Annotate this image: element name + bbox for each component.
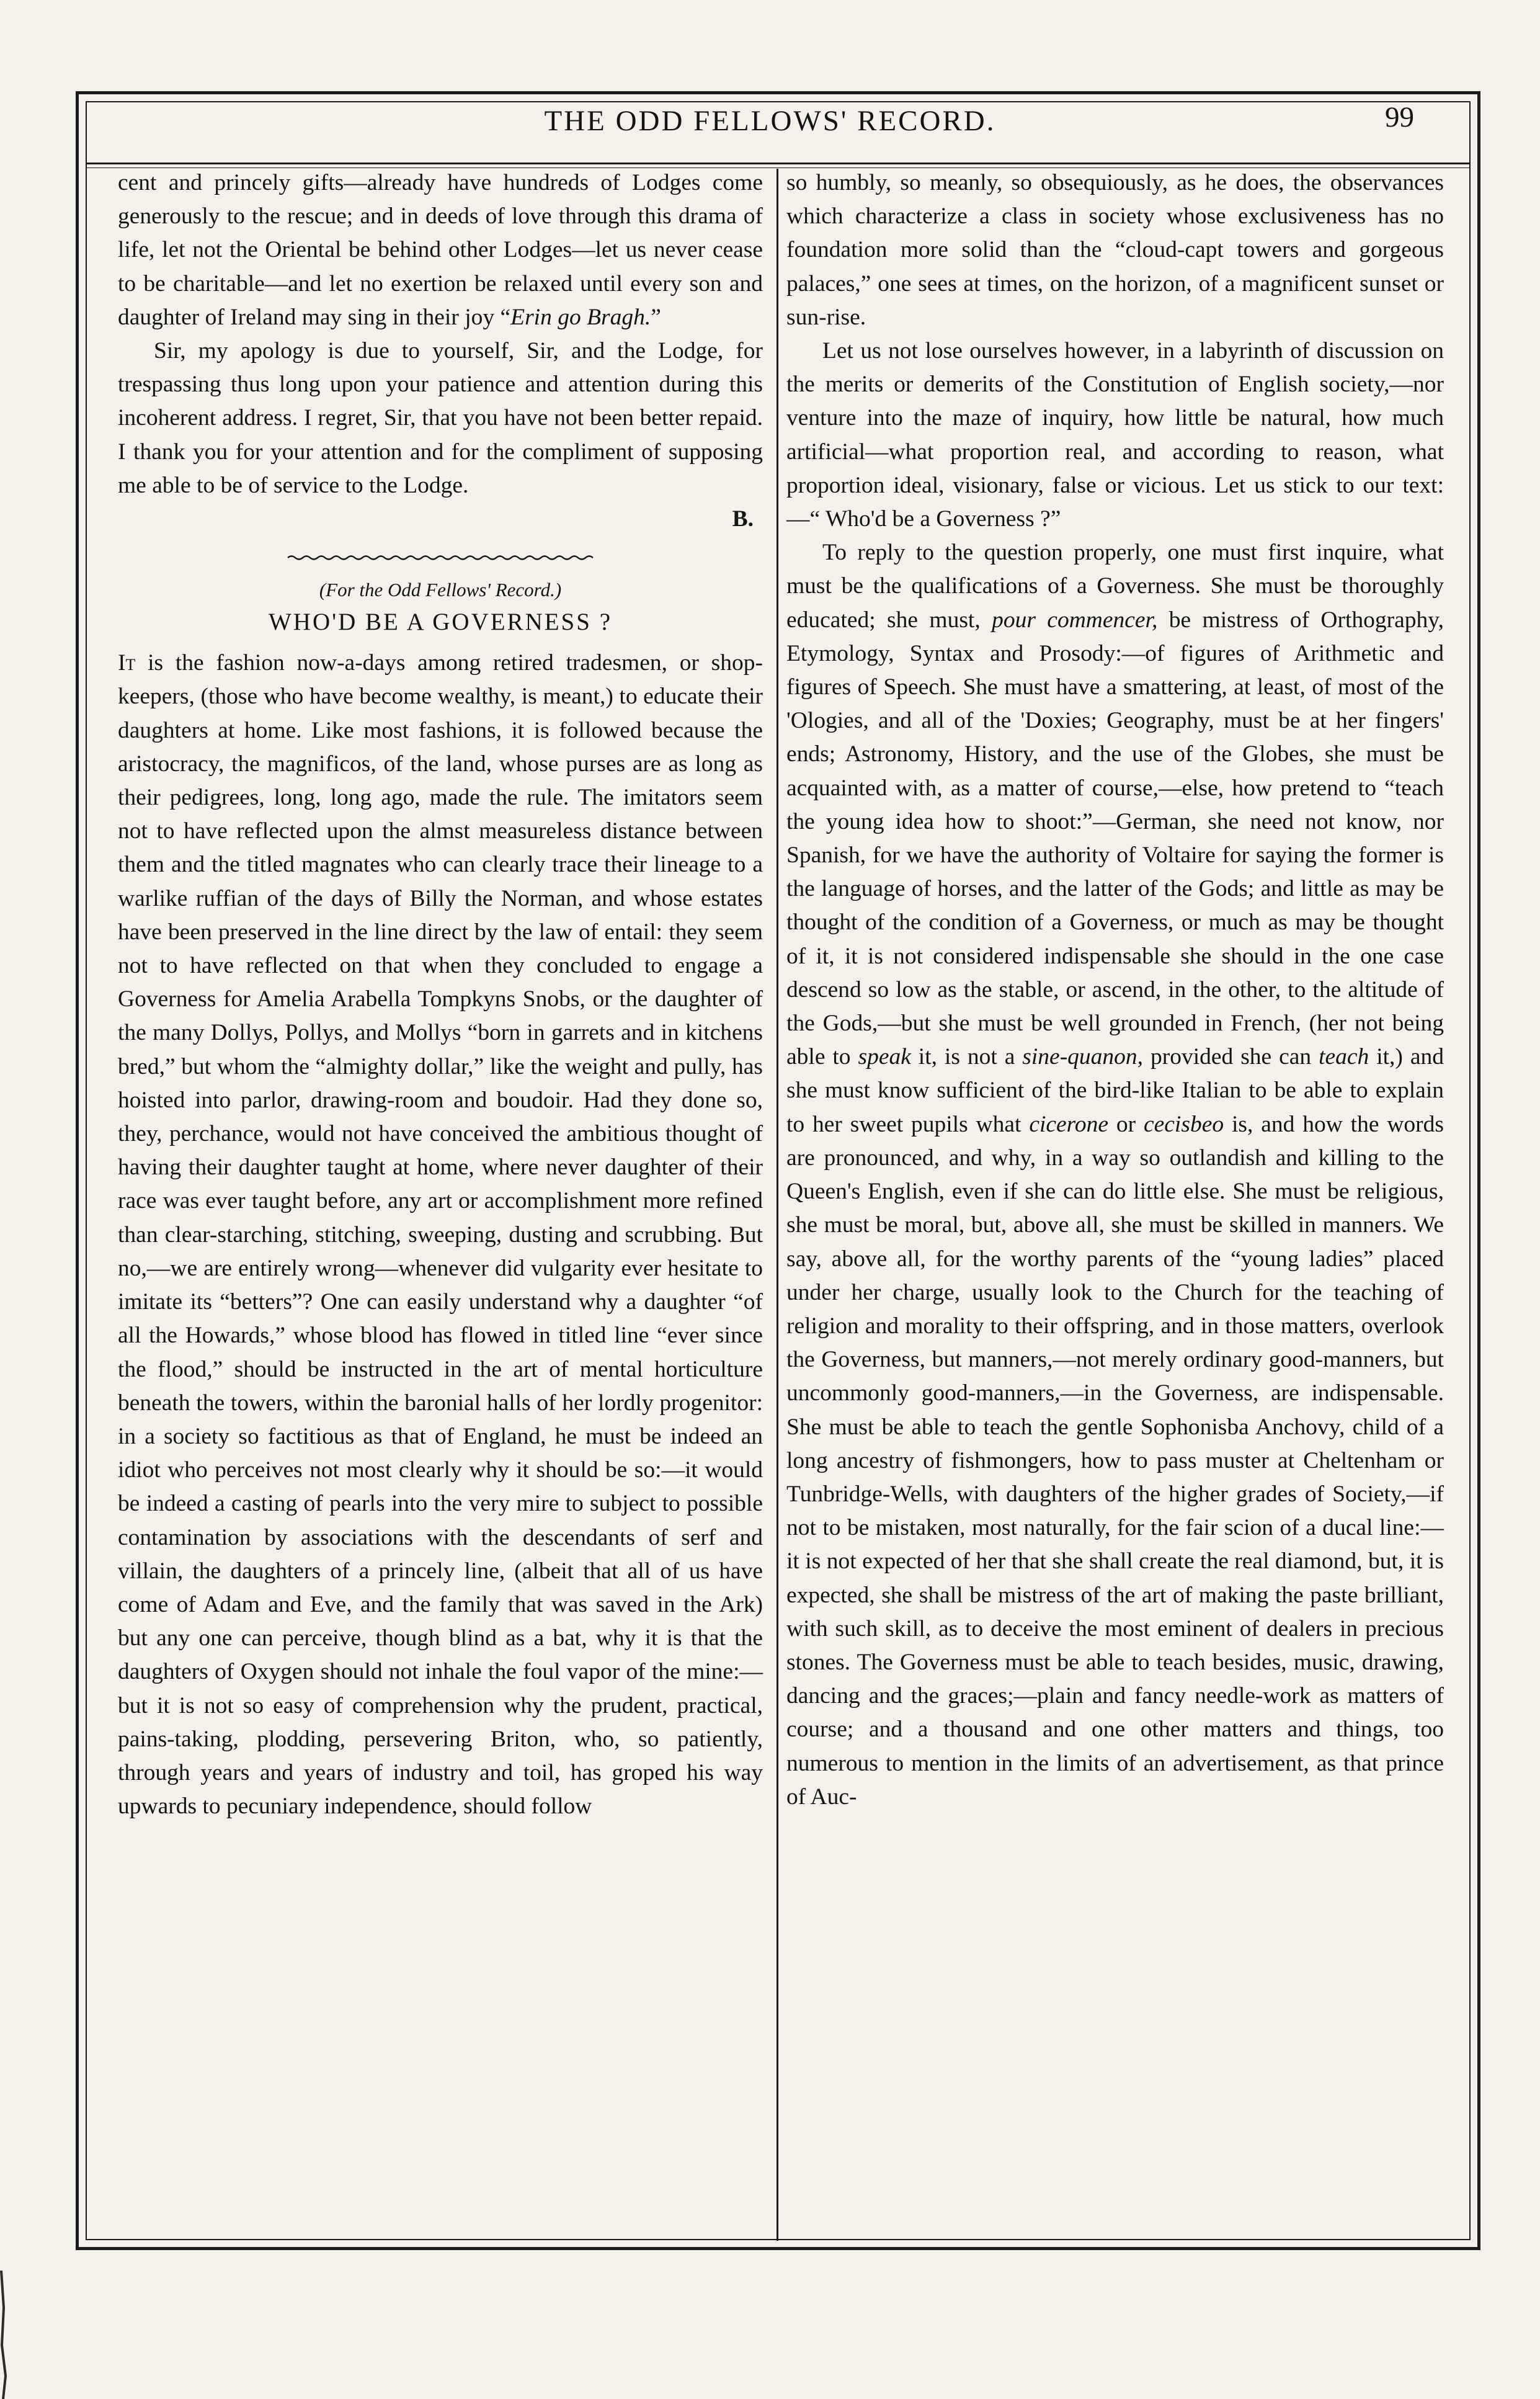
para3-italic: cicerone (1029, 1111, 1109, 1137)
speech-text: cent and princely gifts—already have hundreds of Lodges come generously to the rescue; and in deeds of love through this drama of life, let not the Oriental be behind other Lodges—let us never cease to be charitable—and let no exertion be relaxed until every son and daughter of Ireland may sing in their joy “ (118, 170, 763, 330)
article-attribution: (For the Odd Fellows' Record.) (319, 579, 562, 601)
header-rule (86, 163, 1471, 164)
para3-italic: sine-quanon, (1022, 1044, 1144, 1070)
section-divider-ornament (285, 553, 595, 562)
article-body-text: is the fashion now-a-days among retired tradesmen, or shop-keepers, (those who have become wealthy, is meant,) to educate their daughters at home. Like most fashions, it is followed because the aristocracy, the magnificos, of the land, whose purses are as long as their pedigrees, long, long ago, made the rule. The imitators seem not to have reflected upon the almst measureless distance between them and the titled magnates who can clearly trace their lineage to a warlike ruffian of the days of Billy the Norman, and whose estates have been preserved in the line direct by the law of entail: they seem not to have reflected on that when they concluded to engage a Governess for Amelia Arabella Tompkyns Snobs, or the daughter of the many Dollys, Pollys, and Mollys “born in garrets and in kitchens bred,” but whom the “almighty dollar,” like the weight and pully, has hoisted into parlor, drawing-room and boudoir. Had they done so, they, perchance, would not have conceived the ambitious thought of having their daughter taught at home, where never daughter of their race was ever taught before, any art or accomplishment more refined than clear-starching, stitching, sweeping, dusting and scrubbing. But no,—we are entirely wrong—whenever did vulgarity ever hesitate to imitate its “betters”? One can easily understand why a daughter “of all the Howards,” whose blood has flowed in titled line “ever since the flood,” should be instructed in the art of mental horticulture beneath the towers, within the baronial halls of her lordly progenitor: in a society so factitious as that of England, he must be indeed an idiot who perceives not most clearly why it should be so:—it would be indeed a casting of pearls into the very mire to subject to possible contamination by associations with the descendants of serf and villain, the daughters of a princely line, (albeit that all of us have come of Adam and Eve, and the family that was saved in the Ark) but any one can perceive, though blind as a bat, why it is that the daughters of Oxygen should not inhale the foul vapor of the mine:—but it is not so easy of comprehension why the prudent, practical, pains-taking, plodding, persevering Briton, who, so patiently, through years and years of industry and toil, has groped his way upwards to pecuniary independence, should follow (118, 650, 763, 1820)
opening-word: It (118, 650, 136, 676)
para3-text: it,) and she must know sufficient of the bird-like Italian to be able to explain to her sweet pupils what (786, 1044, 1444, 1137)
article-paragraph-2: Let us not lose ourselves however, in a labyrinth of discussion on the merits or demerits of the Constitution of English society,—nor venture into the maze of inquiry, how little be natural, how much artificial—what proportion real, and according to reason, what proportion ideal, visionary, false or vicious. Let us stick to our text:—“ Who'd be a Governess ?” (786, 338, 1444, 532)
para3-italic: cecisbeo (1144, 1111, 1224, 1137)
para3-italic: speak (858, 1044, 911, 1070)
apology-paragraph: Sir, my apology is due to yourself, Sir, and the Lodge, for trespassing thus long upon your patience and attention during this incoherent address. I regret, Sir, that you have not been better repaid. I thank you for your attention and for the compliment of supposing me able to be of service to the Lodge. (118, 338, 763, 498)
article-opening-paragraph (118, 646, 763, 1823)
para3-italic: pour commencer, (992, 607, 1158, 633)
left-column (118, 166, 763, 1823)
signature: B. (732, 506, 754, 532)
para3-text: is, and how the words are pronounced, and why, in a way so outlandish and killing to the Queen's English, even if she can do little else. She must be religious, she must be moral, but, above all, she must be skilled in manners. We say, above all, for the worthy parents of the “young ladies” placed under her charge, usually look to the Church for the teaching of religion and morality to their offspring, and in those matters, overlook the Governess, but manners,—not merely ordinary good-manners, but uncommonly good-manners,—in the Governess, are indispensable. She must be able to teach the gentle Sophonisba Anchovy, child of a long ancestry of fishmongers, how to pass muster at Cheltenham or Tunbridge-Wells, with daughters of the higher grades of Society,—if not to be mistaken, most naturally, for the fair scion of a ducal line:—it is not expected of her that she shall create the real diamond, but, it is expected, she shall be mistress of the art of making the paste brilliant, with such skill, as to deceive the most eminent of dealers in precious stones. The Governess must be able to teach besides, music, drawing, dancing and the graces;—plain and fancy needle-work as matters of course; and a thousand and one other matters and things, too numerous to mention in the limits of an advertisement, as that prince of Auc- (786, 1111, 1444, 1810)
article-paragraph-3 (786, 536, 1444, 1814)
para3-text: or (1108, 1111, 1144, 1137)
speech-continuation (118, 166, 763, 334)
para3-text: be mistress of Orthography, Etymology, Syntax and Prosody:—of figures of Arithmetic and figures of Speech. She must have a smattering, at least, of most of the 'Ologies, and all of the 'Doxies; Geography, must be at her fingers' ends; Astronomy, History, and the use of the Globes, she must be acquainted with, as a matter of course,—else, how pretend to “teach the young idea how to shoot:”—German, she need not know, nor Spanish, for we have the authority of Voltaire for saying the former is the language of horses, and the latter of the Gods; and little as may be thought of the condition of a Governess, or much as may be thought of it, it is not considered indispensable she should in the one case descend so low as the stable, or ascend, in the other, to the altitude of the Gods,—but she must be well grounded in French, (her not being able to (786, 607, 1444, 1070)
running-title: THE ODD FELLOWS' RECORD. (544, 105, 996, 137)
article-continuation: so humbly, so meanly, so obsequiously, as he does, the observances which characterize a class in society whose exclusiveness has no foundation more solid than the “cloud-capt towers and gorgeous palaces,” one sees at times, on the horizon, of a magnificent sunset or sun-rise. (786, 170, 1444, 330)
page-number: 99 (1385, 101, 1414, 133)
para3-text: To reply to the question properly, one must first inquire, what must be the qualifications of a Governess. She must be thoroughly educated; she must, (786, 540, 1444, 633)
binding-edge-mark (0, 2271, 19, 2399)
para3-italic: teach (1319, 1044, 1369, 1070)
article-title: WHO'D BE A GOVERNESS ? (268, 609, 613, 636)
speech-italic-phrase: Erin go Bragh. (510, 304, 651, 330)
para3-text: provided she can (1143, 1044, 1319, 1070)
column-divider (777, 169, 778, 2241)
para3-text: it, is not a (910, 1044, 1023, 1070)
speech-close-quote: ” (651, 304, 661, 330)
right-column (786, 166, 1444, 1814)
